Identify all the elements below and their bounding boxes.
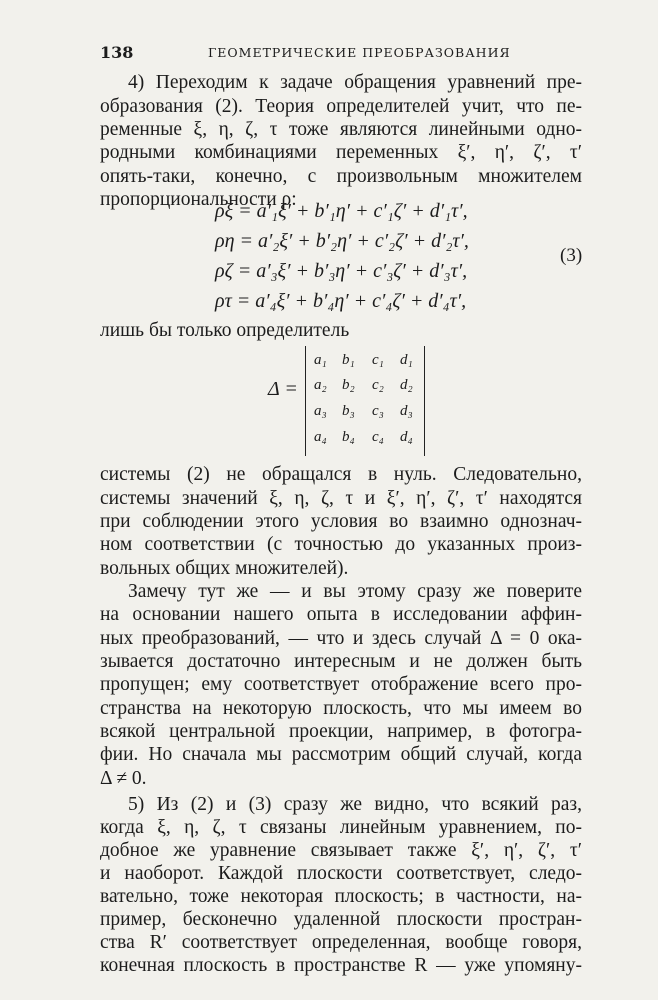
matrix-cell: b₃ bbox=[342, 403, 355, 419]
text-line: ном соответствии (с точностью до указанных произ- bbox=[100, 534, 582, 555]
text-line: ременные ξ, η, ζ, τ тоже являются линейными одно- bbox=[100, 119, 582, 140]
text-line: добное же уравнение связывает также ξ′, η′, ζ′, τ′ bbox=[100, 840, 582, 861]
text-line: фии. Но сначала мы рассмотрим общий случай, когда bbox=[100, 744, 582, 765]
page-number: 138 bbox=[100, 43, 134, 62]
text-line: ства R′ соответствует определенная, вообще говоря, bbox=[100, 932, 582, 953]
text-line: образования (2). Теория определителей учит, что пе- bbox=[100, 96, 582, 117]
text-line: пропорциональности ρ: bbox=[100, 189, 297, 210]
text-line: и наоборот. Каждой плоскости соответствует, следо- bbox=[100, 863, 582, 884]
text-line: всякой центральной проекции, например, в фотогра- bbox=[100, 721, 582, 742]
matrix-cell: a₃ bbox=[314, 403, 327, 419]
text-line: пропущен; ему соответствует отображение всего про- bbox=[100, 674, 582, 695]
text-line: 4) Переходим к задаче обращения уравнений пре- bbox=[128, 72, 582, 93]
text-line: странства на некоторую плоскость, что мы имеем во bbox=[100, 698, 582, 719]
text-line: вольных общих множителей). bbox=[100, 558, 349, 579]
matrix-cell: b₄ bbox=[342, 429, 355, 445]
text-line: Δ ≠ 0. bbox=[100, 768, 147, 789]
matrix-cell: b₂ bbox=[342, 377, 355, 393]
text-line: лишь бы только определитель bbox=[100, 320, 350, 341]
matrix-cell: d₂ bbox=[400, 377, 413, 393]
text-line: опять-таки, конечно, с произвольным множителем bbox=[100, 166, 582, 187]
text-line: родными комбинациями переменных ξ′, η′, ζ′, τ′ bbox=[100, 142, 582, 163]
page-header bbox=[100, 43, 588, 65]
text-line: когда ξ, η, ζ, τ связаны линейным уравнением, по- bbox=[100, 817, 582, 838]
equation-line: ρζ = a′₃ξ′ + b′₃η′ + c′₃ζ′ + d′₃τ′, bbox=[215, 260, 468, 282]
matrix-cell: c₃ bbox=[372, 403, 384, 419]
text-line: при соблюдении этого условия во взаимно однознач- bbox=[100, 511, 582, 532]
text-line: вательно, тоже некоторая плоскость; в частности, на- bbox=[100, 886, 582, 907]
text-line: Замечу тут же — и вы этому сразу же поверите bbox=[128, 581, 582, 602]
text-line: пример, бесконечно удаленной плоскости простран- bbox=[100, 909, 582, 930]
text-line: зывается достаточно интересным и не должен быть bbox=[100, 651, 582, 672]
text-line: системы (2) не обращался в нуль. Следовательно, bbox=[100, 464, 582, 485]
text-line: на основании нашего опыта в исследовании аффин- bbox=[100, 604, 582, 625]
matrix-cell: b₁ bbox=[342, 352, 355, 368]
equation-line: ρξ = a′₁ξ′ + b′₁η′ + c′₁ζ′ + d′₁τ′, bbox=[215, 200, 468, 222]
running-title: ГЕОМЕТРИЧЕСКИЕ ПРЕОБРАЗОВАНИЯ bbox=[208, 45, 511, 60]
text-line: 5) Из (2) и (3) сразу же видно, что всякий раз, bbox=[128, 794, 582, 815]
matrix-cell: c₂ bbox=[372, 377, 384, 393]
matrix-cell: c₄ bbox=[372, 429, 384, 445]
text-line: конечная плоскость в пространстве R — уже упомяну- bbox=[100, 955, 582, 976]
matrix-cell: c₁ bbox=[372, 352, 384, 368]
matrix-cell: a₂ bbox=[314, 377, 327, 393]
matrix-cell: a₁ bbox=[314, 352, 327, 368]
determinant-lhs: Δ = bbox=[268, 378, 298, 400]
matrix-cell: a₄ bbox=[314, 429, 327, 445]
matrix-cell: d₄ bbox=[400, 429, 413, 445]
matrix-cell: d₃ bbox=[400, 403, 413, 419]
text-line: системы значений ξ, η, ζ, τ и ξ′, η′, ζ′, τ′ находятся bbox=[100, 488, 582, 509]
equation-number: (3) bbox=[560, 245, 583, 266]
text-line: ных преобразований, — что и здесь случай Δ = 0 ока- bbox=[100, 628, 582, 649]
equation-line: ρη = a′₂ξ′ + b′₂η′ + c′₂ζ′ + d′₂τ′, bbox=[215, 230, 469, 252]
determinant-matrix bbox=[305, 346, 425, 456]
equation-line: ρτ = a′₄ξ′ + b′₄η′ + c′₄ζ′ + d′₄τ′, bbox=[215, 290, 467, 312]
matrix-cell: d₁ bbox=[400, 352, 413, 368]
